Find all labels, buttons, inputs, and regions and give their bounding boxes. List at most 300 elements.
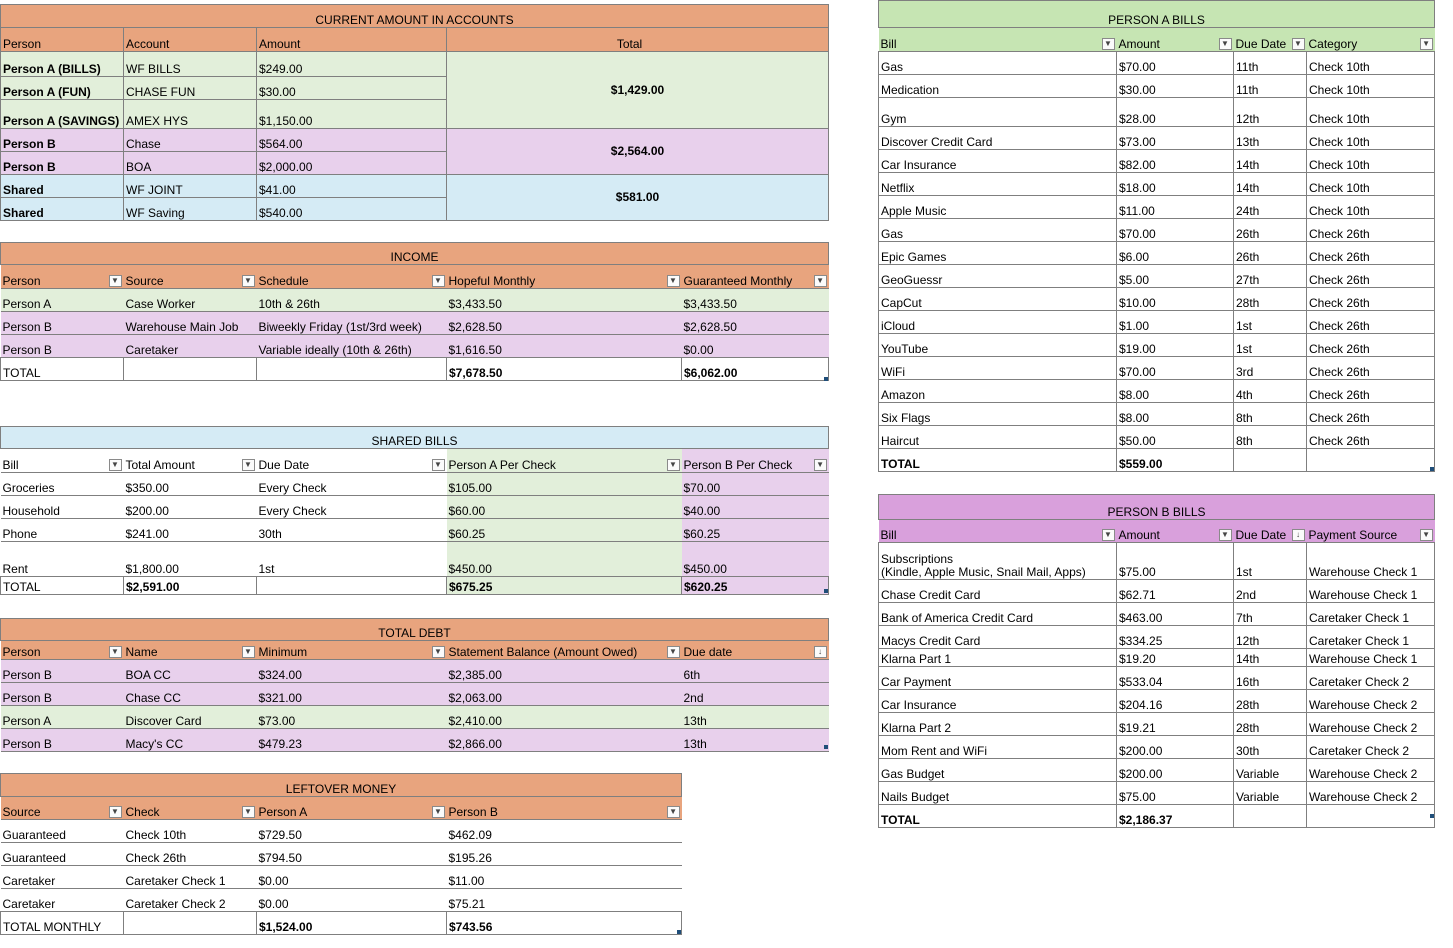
- cell[interactable]: $200.00: [1117, 736, 1234, 759]
- cell[interactable]: 13th: [682, 706, 829, 729]
- cell[interactable]: Every Check: [257, 473, 447, 496]
- cell[interactable]: 1st: [1234, 543, 1307, 580]
- cell[interactable]: GeoGuessr: [879, 265, 1117, 288]
- col-header-person-a[interactable]: [257, 797, 447, 820]
- cell[interactable]: Check 10th: [1307, 75, 1435, 98]
- cell[interactable]: $7,678.50: [447, 358, 682, 381]
- filter-dropdown-icon[interactable]: ▼: [1219, 38, 1232, 50]
- header-label: Minimum: [258, 645, 308, 659]
- cell[interactable]: 14th: [1234, 173, 1307, 196]
- cell[interactable]: $11.00: [1117, 196, 1234, 219]
- cell[interactable]: TOTAL: [1, 358, 124, 381]
- cell[interactable]: WiFi: [879, 357, 1117, 380]
- cell[interactable]: [257, 577, 447, 595]
- group-total[interactable]: $581.00: [447, 175, 829, 221]
- cell[interactable]: Gas Budget: [879, 759, 1117, 782]
- cell[interactable]: $70.00: [1117, 357, 1234, 380]
- cell[interactable]: 13th: [1234, 127, 1307, 150]
- cell[interactable]: 11th: [1234, 52, 1307, 75]
- cell[interactable]: Check 26th: [1307, 334, 1435, 357]
- cell[interactable]: $40.00: [682, 496, 829, 519]
- cell[interactable]: Nails Budget: [879, 782, 1117, 805]
- cell[interactable]: $540.00: [257, 198, 447, 221]
- cell[interactable]: Epic Games: [879, 242, 1117, 265]
- table-row: [1, 706, 829, 729]
- cell[interactable]: Apple Music: [879, 196, 1117, 219]
- cell[interactable]: Car Insurance: [879, 690, 1117, 713]
- table-resize-handle[interactable]: [824, 377, 828, 381]
- cell[interactable]: Variable: [1234, 782, 1307, 805]
- cell[interactable]: Caretaker: [1, 889, 124, 912]
- cell[interactable]: 1st: [1234, 311, 1307, 334]
- cell[interactable]: $324.00: [257, 660, 447, 683]
- col-header-person[interactable]: Person: [1, 28, 124, 52]
- cell[interactable]: Check 26th: [1307, 242, 1435, 265]
- leftover-title: LEFTOVER MONEY: [1, 774, 682, 797]
- cell[interactable]: 11th: [1234, 75, 1307, 98]
- cell[interactable]: Guaranteed: [1, 820, 124, 843]
- cell[interactable]: Amazon: [879, 380, 1117, 403]
- cell[interactable]: $450.00: [682, 542, 829, 577]
- filter-dropdown-icon[interactable]: ▼: [109, 806, 122, 818]
- col-header-bill[interactable]: [879, 28, 1117, 52]
- cell[interactable]: Every Check: [257, 496, 447, 519]
- cell[interactable]: 28th: [1234, 288, 1307, 311]
- col-header-account[interactable]: Account: [124, 28, 257, 52]
- cell[interactable]: $19.21: [1117, 713, 1234, 736]
- col-header-minimum[interactable]: [257, 641, 447, 660]
- cell[interactable]: [124, 912, 257, 935]
- cell[interactable]: $30.00: [1117, 75, 1234, 98]
- cell[interactable]: $620.25: [682, 577, 829, 595]
- cell[interactable]: Haircut: [879, 426, 1117, 449]
- filter-dropdown-icon[interactable]: ▼: [109, 459, 122, 471]
- cell[interactable]: Mom Rent and WiFi: [879, 736, 1117, 759]
- cell[interactable]: $8.00: [1117, 380, 1234, 403]
- filter-dropdown-icon[interactable]: ▼: [242, 459, 255, 471]
- col-header-hopeful-monthly[interactable]: [447, 265, 682, 289]
- cell[interactable]: Gas: [879, 52, 1117, 75]
- cell[interactable]: $559.00: [1117, 449, 1234, 472]
- cell[interactable]: Person A: [1, 289, 124, 312]
- cell[interactable]: 7th: [1234, 603, 1307, 626]
- filter-dropdown-icon[interactable]: ▼: [667, 806, 680, 818]
- col-header-source[interactable]: [1, 797, 124, 820]
- cell[interactable]: Person A (BILLS): [1, 52, 124, 77]
- cell[interactable]: $41.00: [257, 175, 447, 198]
- cell[interactable]: $10.00: [1117, 288, 1234, 311]
- cell[interactable]: $3,433.50: [447, 289, 682, 312]
- cell[interactable]: [1307, 449, 1435, 472]
- filter-dropdown-icon[interactable]: ▼: [432, 806, 445, 818]
- cell[interactable]: $30.00: [257, 77, 447, 100]
- col-header-payment-source[interactable]: [1307, 520, 1435, 543]
- cell[interactable]: $249.00: [257, 52, 447, 77]
- col-header-guaranteed-monthly[interactable]: [682, 265, 829, 289]
- cell[interactable]: $62.71: [1117, 580, 1234, 603]
- filter-dropdown-icon[interactable]: ▼: [432, 275, 445, 287]
- cell[interactable]: TOTAL: [1, 577, 124, 595]
- group-total[interactable]: $2,564.00: [447, 129, 829, 175]
- cell[interactable]: 2nd: [682, 683, 829, 706]
- cell[interactable]: $2,591.00: [124, 577, 257, 595]
- cell[interactable]: Caretaker Check 1: [1307, 626, 1435, 649]
- cell[interactable]: $6.00: [1117, 242, 1234, 265]
- cell[interactable]: $19.00: [1117, 334, 1234, 357]
- cell[interactable]: $743.56: [447, 912, 682, 935]
- cell[interactable]: Person B: [1, 312, 124, 335]
- cell[interactable]: 12th: [1234, 626, 1307, 649]
- cell[interactable]: TOTAL: [879, 805, 1117, 828]
- cell[interactable]: $19.20: [1117, 649, 1234, 667]
- cell[interactable]: Warehouse Check 2: [1307, 690, 1435, 713]
- cell[interactable]: Check 10th: [1307, 196, 1435, 219]
- cell[interactable]: Chase: [124, 129, 257, 152]
- cell[interactable]: $82.00: [1117, 150, 1234, 173]
- col-header-total[interactable]: Total: [447, 28, 829, 52]
- cell[interactable]: $450.00: [447, 542, 682, 577]
- cell[interactable]: $794.50: [257, 843, 447, 866]
- cell[interactable]: 27th: [1234, 265, 1307, 288]
- cell[interactable]: $2,628.50: [447, 312, 682, 335]
- filter-dropdown-icon[interactable]: ▼: [667, 275, 680, 287]
- cell[interactable]: 8th: [1234, 403, 1307, 426]
- cell[interactable]: Check 10th: [1307, 98, 1435, 127]
- cell[interactable]: Person A: [1, 706, 124, 729]
- cell[interactable]: Check 26th: [124, 843, 257, 866]
- group-total[interactable]: $1,429.00: [447, 52, 829, 129]
- cell[interactable]: WF JOINT: [124, 175, 257, 198]
- cell[interactable]: $1,616.50: [447, 335, 682, 358]
- cell[interactable]: Check 10th: [1307, 150, 1435, 173]
- cell[interactable]: $75.00: [1117, 782, 1234, 805]
- cell[interactable]: Person B: [1, 729, 124, 752]
- sort-filter-icon[interactable]: ↓: [814, 646, 827, 658]
- cell[interactable]: Person B: [1, 129, 124, 152]
- cell[interactable]: $8.00: [1117, 403, 1234, 426]
- cell[interactable]: Check 26th: [1307, 311, 1435, 334]
- col-header-person-a-per-check[interactable]: [447, 449, 682, 473]
- cell[interactable]: $50.00: [1117, 426, 1234, 449]
- filter-dropdown-icon[interactable]: ▼: [1292, 38, 1305, 50]
- cell[interactable]: Caretaker Check 1: [1307, 603, 1435, 626]
- cell[interactable]: $0.00: [682, 335, 829, 358]
- cell[interactable]: TOTAL: [879, 449, 1117, 472]
- col-header-amount[interactable]: Amount: [257, 28, 447, 52]
- filter-dropdown-icon[interactable]: ▼: [1420, 529, 1433, 541]
- col-header-category[interactable]: [1307, 28, 1435, 52]
- col-header-statement-balance[interactable]: [447, 641, 682, 660]
- cell[interactable]: $70.00: [1117, 52, 1234, 75]
- cell[interactable]: AMEX HYS: [124, 100, 257, 129]
- cell[interactable]: YouTube: [879, 334, 1117, 357]
- cell[interactable]: Check 10th: [124, 820, 257, 843]
- cell[interactable]: Caretaker Check 2: [124, 889, 257, 912]
- cell[interactable]: $200.00: [1117, 759, 1234, 782]
- cell[interactable]: 3rd: [1234, 357, 1307, 380]
- cell[interactable]: $463.00: [1117, 603, 1234, 626]
- cell[interactable]: Discover Credit Card: [879, 127, 1117, 150]
- cell[interactable]: 26th: [1234, 242, 1307, 265]
- cell[interactable]: Caretaker: [1, 866, 124, 889]
- cell[interactable]: $1,524.00: [257, 912, 447, 935]
- cell[interactable]: CHASE FUN: [124, 77, 257, 100]
- cell[interactable]: 26th: [1234, 219, 1307, 242]
- cell[interactable]: Car Payment: [879, 667, 1117, 690]
- filter-dropdown-icon[interactable]: ▼: [242, 275, 255, 287]
- cell[interactable]: $2,410.00: [447, 706, 682, 729]
- header-label: Statement Balance (Amount Owed): [448, 645, 638, 659]
- cell[interactable]: Guaranteed: [1, 843, 124, 866]
- filter-dropdown-icon[interactable]: ▼: [1102, 529, 1115, 541]
- cell[interactable]: Check 26th: [1307, 357, 1435, 380]
- cell[interactable]: Caretaker Check 2: [1307, 667, 1435, 690]
- cell[interactable]: $0.00: [257, 866, 447, 889]
- filter-dropdown-icon[interactable]: ▼: [814, 275, 827, 287]
- cell[interactable]: Check 10th: [1307, 173, 1435, 196]
- cell[interactable]: $6,062.00: [682, 358, 829, 381]
- cell[interactable]: 28th: [1234, 690, 1307, 713]
- cell[interactable]: $533.04: [1117, 667, 1234, 690]
- cell[interactable]: Caretaker Check 2: [1307, 736, 1435, 759]
- cell[interactable]: 16th: [1234, 667, 1307, 690]
- cell[interactable]: $11.00: [447, 866, 682, 889]
- cell[interactable]: $28.00: [1117, 98, 1234, 127]
- cell[interactable]: Klarna Part 1: [879, 649, 1117, 667]
- cell[interactable]: Check 10th: [1307, 52, 1435, 75]
- filter-dropdown-icon[interactable]: ▼: [667, 459, 680, 471]
- col-header-person[interactable]: [1, 641, 124, 660]
- cell[interactable]: TOTAL MONTHLY: [1, 912, 124, 935]
- cell[interactable]: Warehouse Check 2: [1307, 759, 1435, 782]
- cell[interactable]: $204.16: [1117, 690, 1234, 713]
- cell[interactable]: 28th: [1234, 713, 1307, 736]
- cell[interactable]: [257, 358, 447, 381]
- cell[interactable]: $73.00: [257, 706, 447, 729]
- cell[interactable]: Check 26th: [1307, 403, 1435, 426]
- cell[interactable]: $105.00: [447, 473, 682, 496]
- cell[interactable]: Chase Credit Card: [879, 580, 1117, 603]
- filter-dropdown-icon[interactable]: ▼: [1219, 529, 1232, 541]
- cell[interactable]: Check 26th: [1307, 265, 1435, 288]
- cell[interactable]: Check 10th: [1307, 127, 1435, 150]
- cell[interactable]: $564.00: [257, 129, 447, 152]
- cell[interactable]: Warehouse Check 2: [1307, 713, 1435, 736]
- cell[interactable]: 12th: [1234, 98, 1307, 127]
- col-header-schedule[interactable]: [257, 265, 447, 289]
- cell[interactable]: $2,866.00: [447, 729, 682, 752]
- filter-dropdown-icon[interactable]: ▼: [1420, 38, 1433, 50]
- filter-dropdown-icon[interactable]: ▼: [667, 646, 680, 658]
- cell[interactable]: Caretaker: [124, 335, 257, 358]
- cell[interactable]: $75.00: [1117, 543, 1234, 580]
- cell[interactable]: Warehouse Check 1: [1307, 580, 1435, 603]
- cell[interactable]: $5.00: [1117, 265, 1234, 288]
- cell[interactable]: Check 26th: [1307, 426, 1435, 449]
- cell[interactable]: 4th: [1234, 380, 1307, 403]
- col-header-person-b-per-check[interactable]: [682, 449, 829, 473]
- cell[interactable]: $350.00: [124, 473, 257, 496]
- cell[interactable]: Person A (FUN): [1, 77, 124, 100]
- cell[interactable]: Biweekly Friday (1st/3rd week): [257, 312, 447, 335]
- cell[interactable]: BOA CC: [124, 660, 257, 683]
- cell[interactable]: Klarna Part 2: [879, 713, 1117, 736]
- col-header-due-date[interactable]: [682, 641, 829, 660]
- table-resize-handle[interactable]: [677, 930, 681, 934]
- cell[interactable]: $2,186.37: [1117, 805, 1234, 828]
- cell[interactable]: $1.00: [1117, 311, 1234, 334]
- cell[interactable]: iCloud: [879, 311, 1117, 334]
- cell[interactable]: Household: [1, 496, 124, 519]
- cell[interactable]: Caretaker Check 1: [124, 866, 257, 889]
- cell[interactable]: $60.00: [447, 496, 682, 519]
- filter-dropdown-icon[interactable]: ▼: [432, 459, 445, 471]
- cell[interactable]: $2,385.00: [447, 660, 682, 683]
- person-b-bills-title: PERSON B BILLS: [879, 495, 1435, 520]
- cell[interactable]: Person B: [1, 335, 124, 358]
- cell[interactable]: 14th: [1234, 649, 1307, 667]
- cell[interactable]: Rent: [1, 542, 124, 577]
- cell[interactable]: Check 26th: [1307, 219, 1435, 242]
- cell[interactable]: Gym: [879, 98, 1117, 127]
- cell[interactable]: 6th: [682, 660, 829, 683]
- cell[interactable]: [1234, 805, 1307, 828]
- col-header-bill[interactable]: [879, 520, 1117, 543]
- filter-dropdown-icon[interactable]: ▼: [432, 646, 445, 658]
- cell[interactable]: Shared: [1, 198, 124, 221]
- cell[interactable]: Macy's CC: [124, 729, 257, 752]
- cell[interactable]: CapCut: [879, 288, 1117, 311]
- cell[interactable]: BOA: [124, 152, 257, 175]
- cell[interactable]: $60.25: [682, 519, 829, 542]
- cell[interactable]: 30th: [257, 519, 447, 542]
- sort-filter-icon[interactable]: ↓: [1292, 529, 1305, 541]
- col-header-check[interactable]: [124, 797, 257, 820]
- col-header-due-date[interactable]: [1234, 28, 1307, 52]
- cell[interactable]: 1st: [257, 542, 447, 577]
- cell[interactable]: $3,433.50: [682, 289, 829, 312]
- cell[interactable]: $479.23: [257, 729, 447, 752]
- cell[interactable]: Six Flags: [879, 403, 1117, 426]
- table-resize-handle[interactable]: [824, 589, 828, 593]
- cell[interactable]: $462.09: [447, 820, 682, 843]
- cell[interactable]: $200.00: [124, 496, 257, 519]
- table-resize-handle[interactable]: [1430, 814, 1434, 818]
- cell[interactable]: $60.25: [447, 519, 682, 542]
- col-header-total-amount[interactable]: [124, 449, 257, 473]
- cell[interactable]: 8th: [1234, 426, 1307, 449]
- cell[interactable]: $321.00: [257, 683, 447, 706]
- cell[interactable]: 24th: [1234, 196, 1307, 219]
- cell[interactable]: Warehouse Check 1: [1307, 543, 1435, 580]
- cell[interactable]: WF Saving: [124, 198, 257, 221]
- cell[interactable]: Check 26th: [1307, 288, 1435, 311]
- col-header-person-b[interactable]: [447, 797, 682, 820]
- cell[interactable]: $70.00: [1117, 219, 1234, 242]
- col-header-due-date[interactable]: [257, 449, 447, 473]
- cell[interactable]: Person B: [1, 683, 124, 706]
- cell[interactable]: $334.25: [1117, 626, 1234, 649]
- cell[interactable]: $70.00: [682, 473, 829, 496]
- cell[interactable]: $2,000.00: [257, 152, 447, 175]
- cell[interactable]: Car Insurance: [879, 150, 1117, 173]
- col-header-name[interactable]: [124, 641, 257, 660]
- cell[interactable]: Shared: [1, 175, 124, 198]
- cell[interactable]: Discover Card: [124, 706, 257, 729]
- cell[interactable]: Warehouse Check 1: [1307, 649, 1435, 667]
- cell[interactable]: Person A (SAVINGS): [1, 100, 124, 129]
- cell[interactable]: $1,150.00: [257, 100, 447, 129]
- cell[interactable]: Variable ideally (10th & 26th): [257, 335, 447, 358]
- col-header-amount[interactable]: [1117, 520, 1234, 543]
- cell[interactable]: WF BILLS: [124, 52, 257, 77]
- cell[interactable]: $675.25: [447, 577, 682, 595]
- cell[interactable]: $195.26: [447, 843, 682, 866]
- table-resize-handle[interactable]: [1430, 467, 1434, 471]
- cell[interactable]: $241.00: [124, 519, 257, 542]
- cell[interactable]: Bank of America Credit Card: [879, 603, 1117, 626]
- filter-dropdown-icon[interactable]: ▼: [109, 275, 122, 287]
- col-header-person[interactable]: [1, 265, 124, 289]
- cell[interactable]: 14th: [1234, 150, 1307, 173]
- cell[interactable]: Gas: [879, 219, 1117, 242]
- cell[interactable]: $0.00: [257, 889, 447, 912]
- cell[interactable]: Macys Credit Card: [879, 626, 1117, 649]
- filter-dropdown-icon[interactable]: ▼: [814, 459, 827, 471]
- table-row: [879, 690, 1435, 713]
- cell[interactable]: [1307, 805, 1435, 828]
- accounts-table: [0, 4, 829, 221]
- col-header-bill[interactable]: [1, 449, 124, 473]
- filter-dropdown-icon[interactable]: ▼: [242, 806, 255, 818]
- cell[interactable]: Netflix: [879, 173, 1117, 196]
- cell[interactable]: Check 26th: [1307, 380, 1435, 403]
- cell[interactable]: Warehouse Main Job: [124, 312, 257, 335]
- cell[interactable]: Case Worker: [124, 289, 257, 312]
- cell[interactable]: Variable: [1234, 759, 1307, 782]
- filter-dropdown-icon[interactable]: ▼: [1102, 38, 1115, 50]
- cell[interactable]: 1st: [1234, 334, 1307, 357]
- cell[interactable]: $2,063.00: [447, 683, 682, 706]
- cell[interactable]: $18.00: [1117, 173, 1234, 196]
- cell[interactable]: Warehouse Check 2: [1307, 782, 1435, 805]
- col-header-source[interactable]: [124, 265, 257, 289]
- cell[interactable]: $75.21: [447, 889, 682, 912]
- cell[interactable]: Person B: [1, 660, 124, 683]
- cell[interactable]: 13th: [682, 729, 829, 752]
- cell[interactable]: Person B: [1, 152, 124, 175]
- cell[interactable]: Phone: [1, 519, 124, 542]
- filter-dropdown-icon[interactable]: ▼: [242, 646, 255, 658]
- cell[interactable]: $729.50: [257, 820, 447, 843]
- cell[interactable]: [1234, 449, 1307, 472]
- cell[interactable]: Chase CC: [124, 683, 257, 706]
- cell[interactable]: 30th: [1234, 736, 1307, 759]
- cell[interactable]: $1,800.00: [124, 542, 257, 577]
- filter-dropdown-icon[interactable]: ▼: [109, 646, 122, 658]
- cell[interactable]: 10th & 26th: [257, 289, 447, 312]
- col-header-amount[interactable]: [1117, 28, 1234, 52]
- cell[interactable]: 2nd: [1234, 580, 1307, 603]
- cell[interactable]: Groceries: [1, 473, 124, 496]
- cell[interactable]: $2,628.50: [682, 312, 829, 335]
- cell[interactable]: Subscriptions (Kindle, Apple Music, Snail Mail, Apps): [879, 543, 1117, 580]
- table-resize-handle[interactable]: [824, 745, 828, 749]
- cell[interactable]: Medication: [879, 75, 1117, 98]
- cell[interactable]: $73.00: [1117, 127, 1234, 150]
- cell[interactable]: [124, 358, 257, 381]
- col-header-due-date[interactable]: [1234, 520, 1307, 543]
